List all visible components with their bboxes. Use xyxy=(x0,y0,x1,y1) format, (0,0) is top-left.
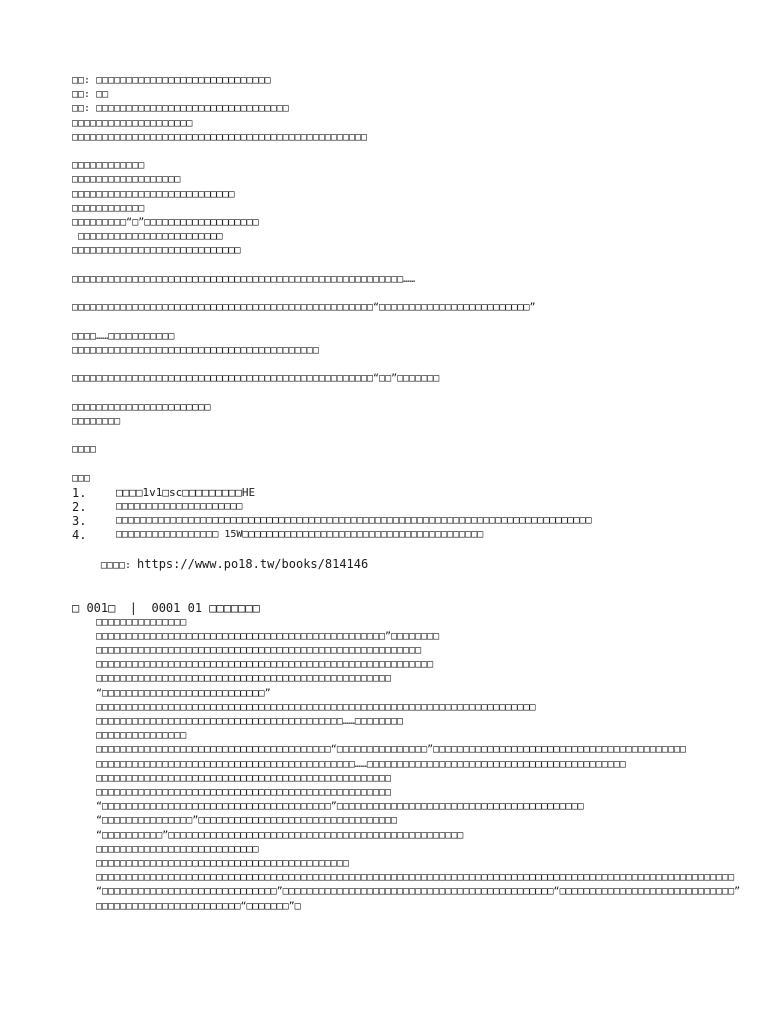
poem-line: □□□□□□□□□□□□□□□□□□ xyxy=(72,174,181,186)
spacer xyxy=(72,457,712,471)
spacer xyxy=(72,287,712,301)
poem-line: □□□□□□□□□□□□□□□□□□□□□□□□□□□□ xyxy=(72,245,241,257)
body-line: □□□□□□□□□□□□□□□□□□□□□□□□□□□□□□□□□□□□□□□□□□□□□□□□□□□□□□ xyxy=(96,644,422,656)
body-line: □□□□□□□□□□□□□□□ xyxy=(96,730,187,742)
body-line: “□□□□□□□□□□□□□□□”□□□□□□□□□□□□□□□□□□□□□□□□□□□□□□□□□ xyxy=(96,815,398,827)
body-line: □□□□□□□□□□□□□□□ xyxy=(96,616,187,628)
body-line: □□□□□□□□□□□□□□□□□□□□□□□□□□□□□□□□□□□□□□□□□□□□□□□□□ xyxy=(96,772,392,784)
poem-line: □□□□□□□□□“□”□□□□□□□□□□□□□□□□□□□ xyxy=(72,217,259,229)
meta-line: □□: □□□□□□□□□□□□□□□□□□□□□□□□□□□□□□□□ xyxy=(72,103,289,115)
list-item xyxy=(72,500,712,514)
spacer xyxy=(72,358,712,372)
body-line: □□□□□□□□□□□□□□□□□□□□□□□□□□□□□□□□□□□□□□□□□□□□□□□□□□□□□□□□□□□□□□□□□□□□□□□□□□□□□□□□□□□□□□□□□□□□□□□□□□□□□□□□□□ xyxy=(96,872,735,884)
body-line: □□□□□□□□□□□□□□□□□□□□□□□□□□□□□□□□□□□□□□□□□□□……□□□□□□□□□□□□□□□□□□□□□□□□□□□□□□□□□□□□□□□□□□□ xyxy=(96,758,626,770)
spacer xyxy=(72,587,712,601)
notes-list xyxy=(72,486,712,543)
paragraph: □□□□……□□□□□□□□□□□ xyxy=(72,330,175,342)
body-line: □□□□□□□□□□□□□□□□□□□□□□□□“□□□□□□□”□ xyxy=(96,900,301,912)
book-meta xyxy=(72,74,712,145)
section-title: □□□□ xyxy=(72,444,97,456)
poem-line: □□□□□□□□□□□□ xyxy=(72,160,145,172)
spacer xyxy=(72,429,712,443)
list-number: 4. xyxy=(72,528,87,543)
meta-line: □□□□□□□□□□□□□□□□□□□□□□□□□□□□□□□□□□□□□□□□□□□□□□□□□ xyxy=(72,131,368,143)
list-item xyxy=(72,486,712,500)
body-line: □□□□□□□□□□□□□□□□□□□□□□□□□□□□□□□□□□□□□□□□□……□□□□□□□□ xyxy=(96,716,404,727)
poem-block xyxy=(72,159,712,258)
link-label: □□□□: xyxy=(100,559,138,571)
paragraph: □□□□□□□□ xyxy=(72,415,121,427)
spacer xyxy=(72,259,712,273)
body-line: □□□□□□□□□□□□□□□□□□□□□□□□□□□□□□□□□□□□□□□□□□ xyxy=(96,858,349,870)
list-text: □□□□□□□□□□□□□□□□□□□□□ xyxy=(116,500,243,512)
list-title: □□□ xyxy=(72,472,91,484)
paragraph: □□□□□□□□□□□□□□□□□□□□□□□□□□□□□□□□□□□□□□□□□ xyxy=(72,344,319,356)
list-number: 1. xyxy=(72,485,87,500)
body-line: □□□□□□□□□□□□□□□□□□□□□□□□□□□□□□□□□□□□□□□“□□□□□□□□□□□□□□□”□□□□□□□□□□□□□□□□□□□□□□□□□□□□□□□□□□□□□□□□□□ xyxy=(96,744,687,756)
meta-line: □□□□□□□□□□□□□□□□□□□□ xyxy=(72,117,193,129)
body-line: □□□□□□□□□□□□□□□□□□□□□□□□□□□□□□□□□□□□□□□□□□□□□□□□□□□□□□□□□□□□□□□□□□□□□□□□□ xyxy=(96,701,536,713)
body-line: □□□□□□□□□□□□□□□□□□□□□□□□□□□□□□□□□□□□□□□□□□□□□□□□□ xyxy=(96,787,392,799)
body-line: □□□□□□□□□□□□□□□□□□□□□□□□□□□□□□□□□□□□□□□□□□□□□□□□”□□□□□□□□ xyxy=(96,630,440,642)
meta-line: □□: □□□□□□□□□□□□□□□□□□□□□□□□□□□□□ xyxy=(72,75,271,86)
poem-line: □□□□□□□□□□□□ xyxy=(72,202,145,214)
source-link[interactable]: https://www.po18.tw/books/814146 xyxy=(137,556,369,571)
body-line: □□□□□□□□□□□□□□□□□□□□□□□□□□□□□□□□□□□□□□□□□□□□□□□□□□□□□□□□ xyxy=(96,659,434,671)
paragraph: □□□□□□□□□□□□□□□□□□□□□□□□□□□□□□□□□□□□□□□□□□□□□□□□□□“□□□□□□□□□□□□□□□□□□□□□□□□□” xyxy=(72,302,536,314)
list-text: □□□□□□□□□□□□□□□□□ 15W□□□□□□□□□□□□□□□□□□□□□□□□□□□□□□□□□□□□□□□□ xyxy=(116,529,484,541)
document-page xyxy=(72,74,741,914)
meta-line: □□: □□ xyxy=(72,89,109,101)
spacer xyxy=(72,145,712,159)
list-text: □□□□1v1□sc□□□□□□□□□HE xyxy=(116,485,256,499)
list-item xyxy=(72,528,712,542)
poem-line: □□□□□□□□□□□□□□□□□□□□□□□□□□□ xyxy=(72,188,235,200)
body-line: “□□□□□□□□□□□□□□□□□□□□□□□□□□□□□”□□□□□□□□□□□□□□□□□□□□□□□□□□□□□□□□□□□□□□□□□□□□□“□□□□□□□□□□□□□□□□□□□□□□□□□□□□□” xyxy=(96,886,741,898)
body-line: “□□□□□□□□□□”□□□□□□□□□□□□□□□□□□□□□□□□□□□□□□□□□□□□□□□□□□□□□□□□□ xyxy=(96,829,464,841)
body-line: “□□□□□□□□□□□□□□□□□□□□□□□□□□□□□□□□□□□□□□”□□□□□□□□□□□□□□□□□□□□□□□□□□□□□□□□□□□□□□□□□ xyxy=(96,801,584,813)
list-text: □□□□□□□□□□□□□□□□□□□□□□□□□□□□□□□□□□□□□□□□□□□□□□□□□□□□□□□□□□□□□□□□□□□□□□□□□□□□□□□ xyxy=(116,515,592,527)
source-link-line xyxy=(72,543,712,588)
paragraph: □□□□□□□□□□□□□□□□□□□□□□□ xyxy=(72,401,211,413)
list-number: 2. xyxy=(72,499,87,514)
chapter-header: □ 001□ | 0001 01 □□□□□□□ xyxy=(72,601,260,616)
spacer xyxy=(72,386,712,400)
poem-line: □□□□□□□□□□□□□□□□□□□□□□□□ xyxy=(72,231,223,243)
body-line: “□□□□□□□□□□□□□□□□□□□□□□□□□□□” xyxy=(96,687,271,699)
spacer xyxy=(72,315,712,329)
paragraph: □□□□□□□□□□□□□□□□□□□□□□□□□□□□□□□□□□□□□□□□□□□□□□□□□□“□□”□□□□□□□ xyxy=(72,373,440,385)
body-line: □□□□□□□□□□□□□□□□□□□□□□□□□□□ xyxy=(96,843,259,855)
list-item xyxy=(72,514,712,528)
body-line: □□□□□□□□□□□□□□□□□□□□□□□□□□□□□□□□□□□□□□□□□□□□□□□□□ xyxy=(96,673,392,685)
paragraph: □□□□□□□□□□□□□□□□□□□□□□□□□□□□□□□□□□□□□□□□□□□□□□□□□□□□□□□…… xyxy=(72,273,416,285)
list-number: 3. xyxy=(72,514,87,529)
chapter-body xyxy=(72,616,741,914)
